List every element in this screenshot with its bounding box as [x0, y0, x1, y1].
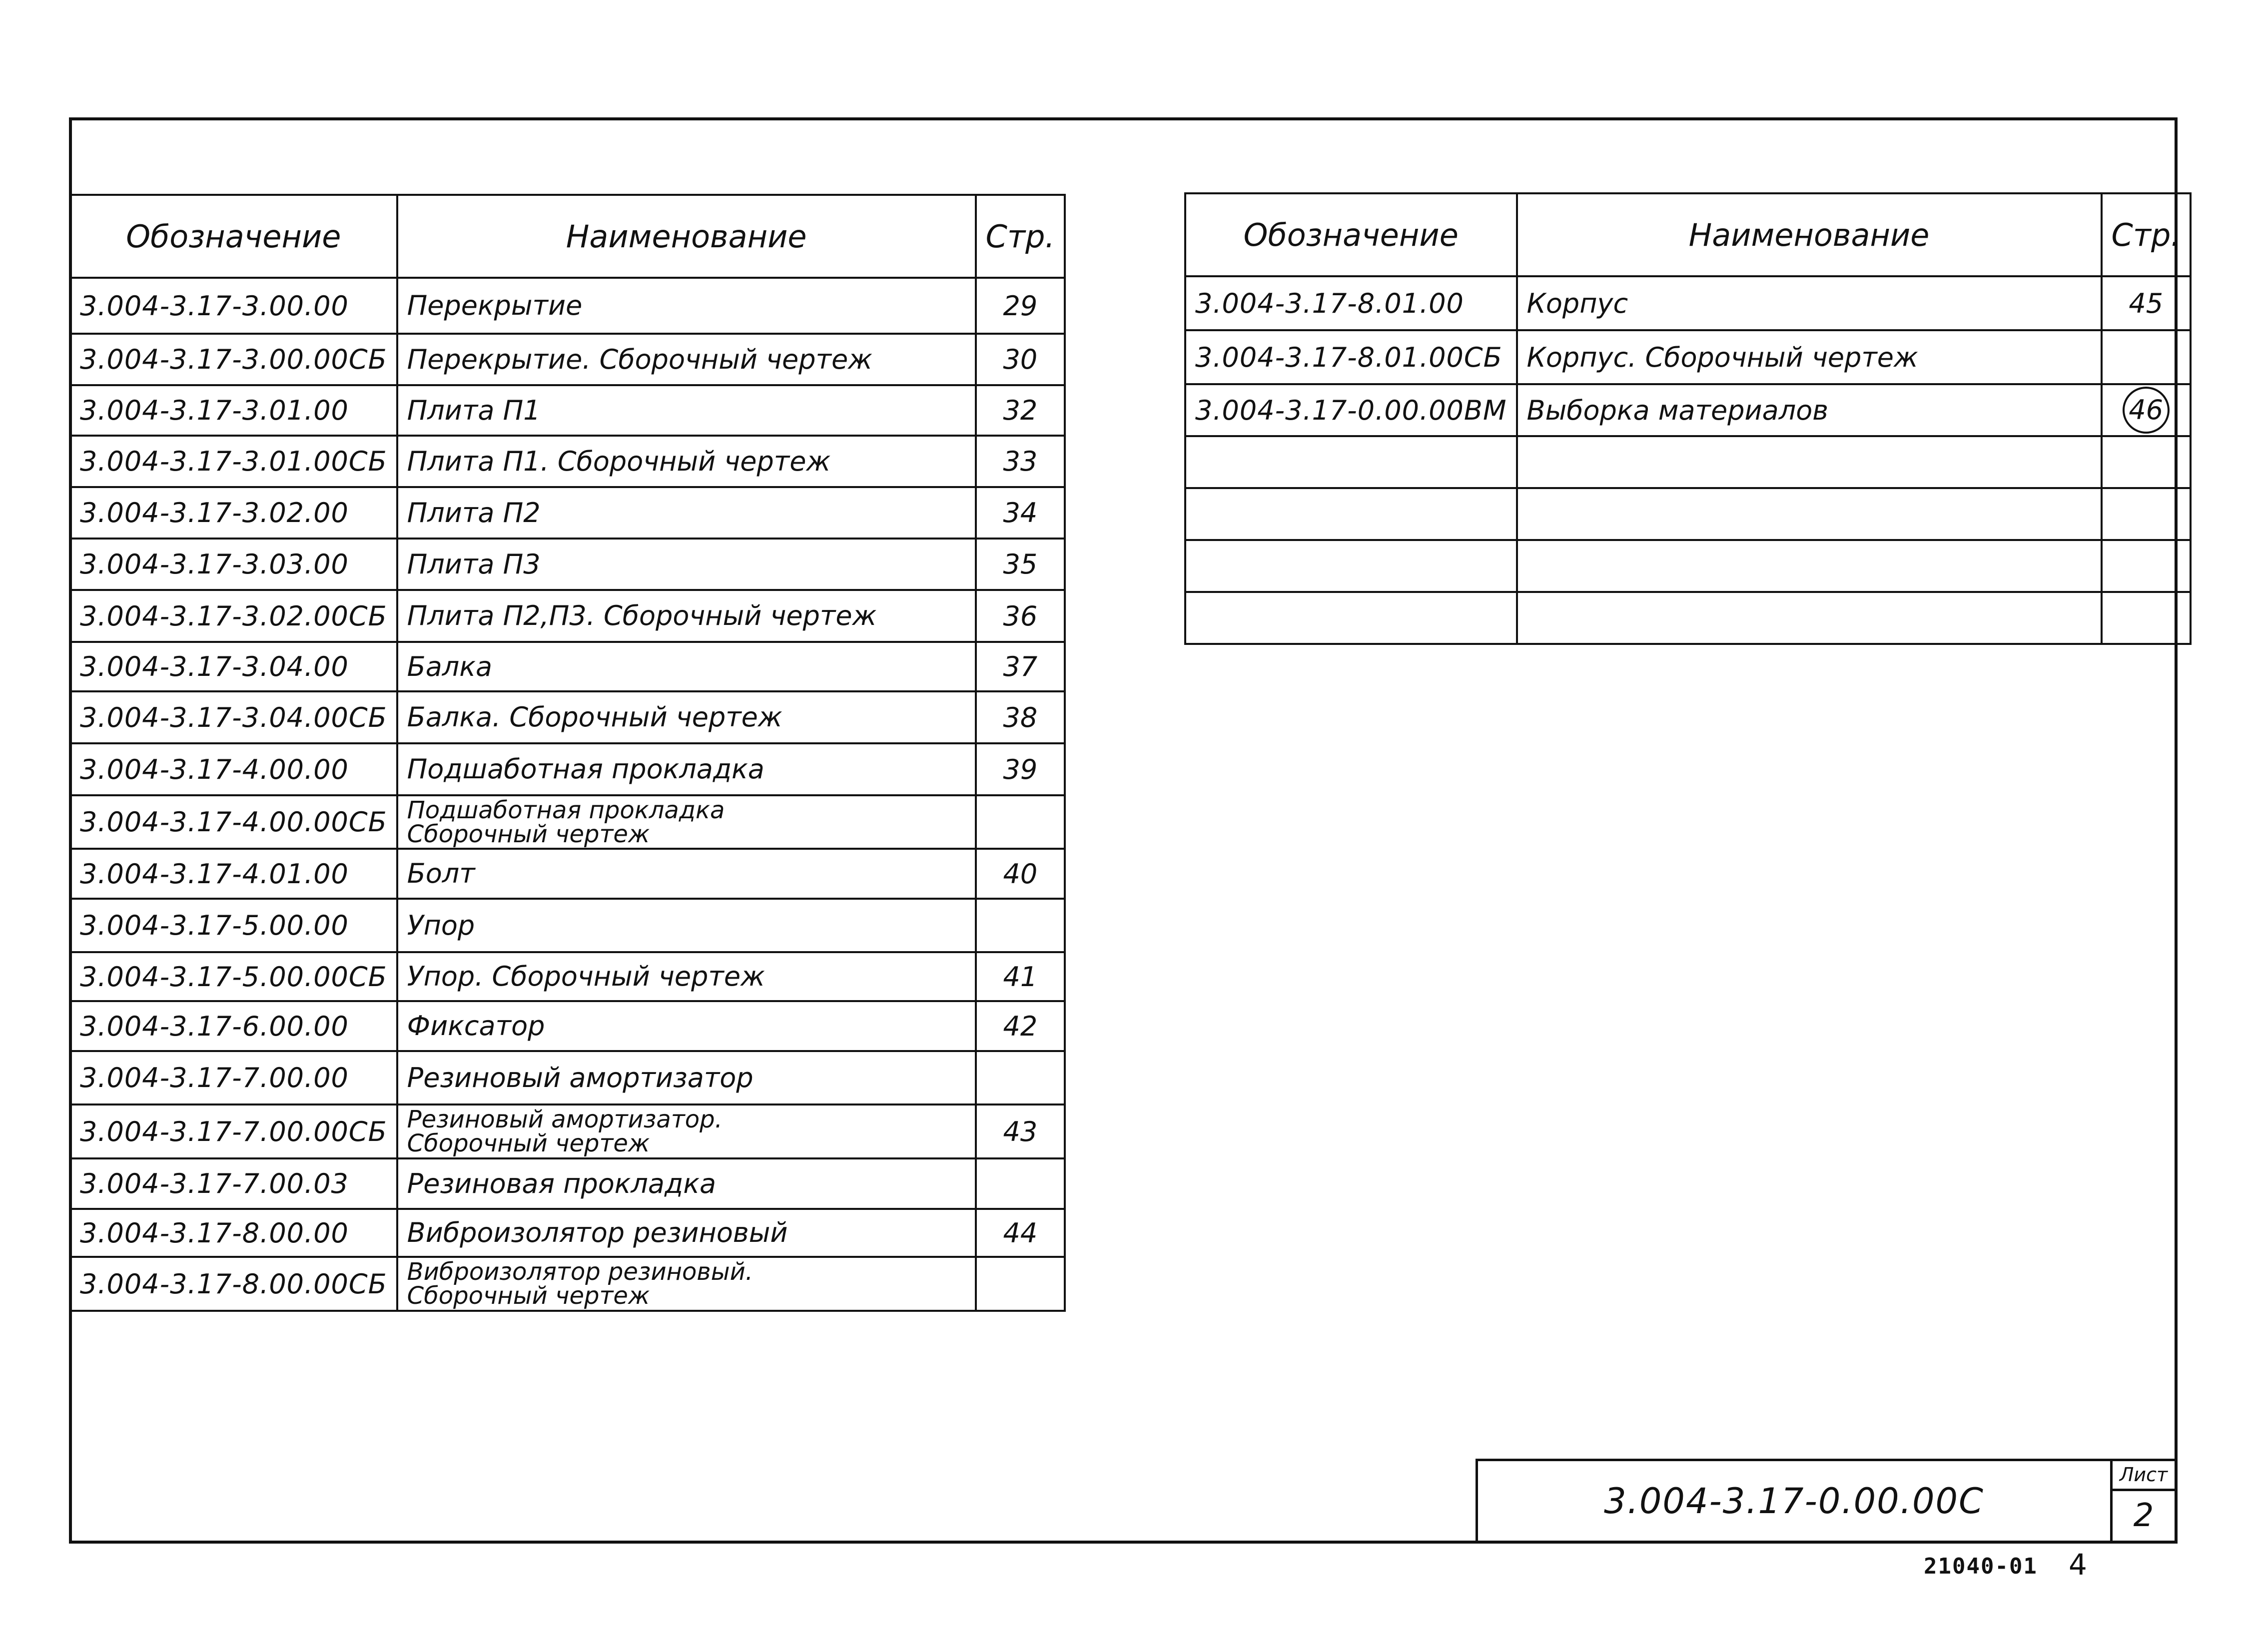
row-name: Корпус. Сборочный чертеж: [1517, 330, 2102, 384]
row-name-line: Виброизолятор резиновый: [407, 1217, 788, 1248]
row-name: [397, 1104, 976, 1158]
row-page: [2102, 330, 2191, 384]
row-name: [397, 1158, 976, 1209]
row-page: 36: [976, 590, 1065, 642]
row-name: [397, 278, 976, 334]
right-header-row: [1185, 193, 2191, 276]
row-name: [397, 743, 976, 795]
row-page: 40: [976, 849, 1065, 899]
table-row: [1185, 436, 2191, 488]
table-row: [70, 642, 1065, 691]
row-name: [397, 1051, 976, 1104]
table-row: [70, 1209, 1065, 1257]
row-designation: 3.004-3.17-7.00.00СБ: [70, 1104, 397, 1158]
row-name: [397, 952, 976, 1001]
row-name-line: Балка. Сборочный чертеж: [407, 701, 782, 733]
table-row: [70, 278, 1065, 334]
table-row: [70, 1001, 1065, 1051]
row-name: [397, 1209, 976, 1257]
row-name: [397, 590, 976, 642]
row-name-line: Сборочный чертеж: [407, 1282, 650, 1310]
row-name-line: Подшаботная прокладка: [407, 753, 764, 785]
row-designation: 3.004-3.17-3.02.00: [70, 487, 397, 539]
row-name: [1517, 540, 2102, 592]
sheet-number: 2: [2133, 1497, 2154, 1534]
row-page: 43: [976, 1104, 1065, 1158]
row-name: [397, 1001, 976, 1051]
row-page: [976, 1158, 1065, 1209]
row-name: [397, 642, 976, 691]
row-page: 38: [976, 691, 1065, 743]
row-page: 32: [976, 385, 1065, 436]
table-row: [70, 385, 1065, 436]
row-designation: 3.004-3.17-3.04.00: [70, 642, 397, 691]
row-designation: 3.004-3.17-4.00.00СБ: [70, 795, 397, 849]
row-designation: 3.004-3.17-8.01.00: [1185, 276, 1517, 330]
table-row: [1185, 592, 2191, 644]
left-header-page: Стр.: [976, 195, 1065, 278]
row-designation: 3.004-3.17-7.00.03: [70, 1158, 397, 1209]
row-name: Выборка материалов: [1517, 384, 2102, 436]
row-name: [1517, 592, 2102, 644]
left-spec-table: [69, 194, 1066, 1312]
table-row: [70, 1104, 1065, 1158]
row-name: [397, 436, 976, 487]
row-name: [1517, 436, 2102, 488]
row-name-line: Плита П2,П3. Сборочный чертеж: [407, 600, 877, 631]
right-header-name: Наименование: [1517, 193, 2102, 276]
row-designation: 3.004-3.17-8.01.00СБ: [1185, 330, 1517, 384]
row-name-line: Фиксатор: [407, 1010, 545, 1042]
row-page: [2102, 384, 2191, 436]
row-name: Корпус: [1517, 276, 2102, 330]
row-designation: 3.004-3.17-8.00.00: [70, 1209, 397, 1257]
row-name-line: Сборочный чертеж: [407, 820, 650, 848]
table-row: [1185, 540, 2191, 592]
row-designation: 3.004-3.17-3.00.00: [70, 278, 397, 334]
table-row: [1185, 488, 2191, 540]
table-row: [70, 436, 1065, 487]
row-name-line: Балка: [407, 650, 493, 682]
row-designation: 3.004-3.17-3.00.00СБ: [70, 334, 397, 385]
row-page: 30: [976, 334, 1065, 385]
row-designation: 3.004-3.17-3.01.00: [70, 385, 397, 436]
row-name: [397, 385, 976, 436]
row-designation: 3.004-3.17-7.00.00: [70, 1051, 397, 1104]
row-name-line: Упор: [407, 909, 475, 941]
row-designation: 3.004-3.17-4.00.00: [70, 743, 397, 795]
row-designation: [1185, 436, 1517, 488]
row-page: [976, 1257, 1065, 1311]
sheet-label: Лист: [2113, 1461, 2175, 1491]
archive-code: 21040-01: [1924, 1554, 2038, 1579]
row-name-line: Перекрытие. Сборочный чертеж: [407, 343, 872, 375]
table-row: [70, 795, 1065, 849]
right-header-designation: Обозначение: [1185, 193, 1517, 276]
row-name-line: Перекрытие: [407, 290, 583, 321]
left-header-designation: Обозначение: [70, 195, 397, 278]
row-designation: 3.004-3.17-0.00.00ВМ: [1185, 384, 1517, 436]
row-page: 39: [976, 743, 1065, 795]
left-header-row: [70, 195, 1065, 278]
row-name-line: Плита П2: [407, 497, 541, 529]
row-page: [2102, 488, 2191, 540]
row-page: 37: [976, 642, 1065, 691]
table-row: [1185, 330, 2191, 384]
row-page: [976, 795, 1065, 849]
right-header-page: Стр.: [2102, 193, 2191, 276]
table-row: [70, 1051, 1065, 1104]
row-page: [2102, 592, 2191, 644]
row-designation: 3.004-3.17-6.00.00: [70, 1001, 397, 1051]
table-row: [70, 691, 1065, 743]
table-row: [70, 743, 1065, 795]
row-designation: [1185, 488, 1517, 540]
row-page: [2102, 436, 2191, 488]
row-designation: 3.004-3.17-3.04.00СБ: [70, 691, 397, 743]
row-designation: 3.004-3.17-3.03.00: [70, 539, 397, 590]
circled-page-number: 46: [2123, 387, 2170, 434]
row-designation: 3.004-3.17-8.00.00СБ: [70, 1257, 397, 1311]
row-name-line: Подшаботная прокладка: [407, 796, 725, 824]
row-name-line: Плита П3: [407, 548, 541, 580]
row-page: 35: [976, 539, 1065, 590]
row-name: [397, 487, 976, 539]
table-row: [1185, 276, 2191, 330]
table-row: [1185, 384, 2191, 436]
table-row: [70, 899, 1065, 952]
row-name-line: Резиновый амортизатор: [407, 1062, 753, 1094]
table-row: [70, 849, 1065, 899]
table-row: [70, 1257, 1065, 1311]
row-name-line: Резиновая прокладка: [407, 1167, 717, 1199]
table-row: [70, 952, 1065, 1001]
document-code: 3.004-3.17-0.00.00С: [1478, 1461, 2113, 1541]
row-name: [397, 691, 976, 743]
footer-page-number: 4: [2069, 1548, 2087, 1582]
right-spec-table: [1184, 192, 2192, 645]
left-header-name: Наименование: [397, 195, 976, 278]
row-name: [397, 849, 976, 899]
row-name: [397, 795, 976, 849]
row-designation: 3.004-3.17-3.02.00СБ: [70, 590, 397, 642]
row-name-line: Плита П1. Сборочный чертеж: [407, 445, 831, 477]
table-row: [70, 1158, 1065, 1209]
row-name: [397, 539, 976, 590]
table-row: [70, 334, 1065, 385]
row-name-line: Резиновый амортизатор.: [407, 1105, 723, 1133]
row-page: [2102, 540, 2191, 592]
row-page: 45: [2102, 276, 2191, 330]
row-name-line: Упор. Сборочный чертеж: [407, 961, 765, 992]
row-page: 42: [976, 1001, 1065, 1051]
row-name: [1517, 488, 2102, 540]
row-designation: 3.004-3.17-5.00.00СБ: [70, 952, 397, 1001]
row-page: [976, 899, 1065, 952]
row-designation: 3.004-3.17-4.01.00: [70, 849, 397, 899]
row-name-line: Болт: [407, 858, 475, 889]
table-row: [70, 539, 1065, 590]
title-block: [1476, 1459, 2175, 1541]
table-row: [70, 487, 1065, 539]
row-designation: 3.004-3.17-3.01.00СБ: [70, 436, 397, 487]
row-page: 33: [976, 436, 1065, 487]
row-page: 29: [976, 278, 1065, 334]
table-row: [70, 590, 1065, 642]
row-designation: [1185, 540, 1517, 592]
row-name-line: Виброизолятор резиновый.: [407, 1258, 753, 1286]
row-designation: [1185, 592, 1517, 644]
row-name: [397, 899, 976, 952]
row-name-line: Сборочный чертеж: [407, 1129, 650, 1157]
row-name-line: Плита П1: [407, 394, 541, 426]
row-page: 41: [976, 952, 1065, 1001]
row-name: [397, 334, 976, 385]
row-page: 44: [976, 1209, 1065, 1257]
row-name: [397, 1257, 976, 1311]
row-designation: 3.004-3.17-5.00.00: [70, 899, 397, 952]
row-page: 34: [976, 487, 1065, 539]
row-page: [976, 1051, 1065, 1104]
